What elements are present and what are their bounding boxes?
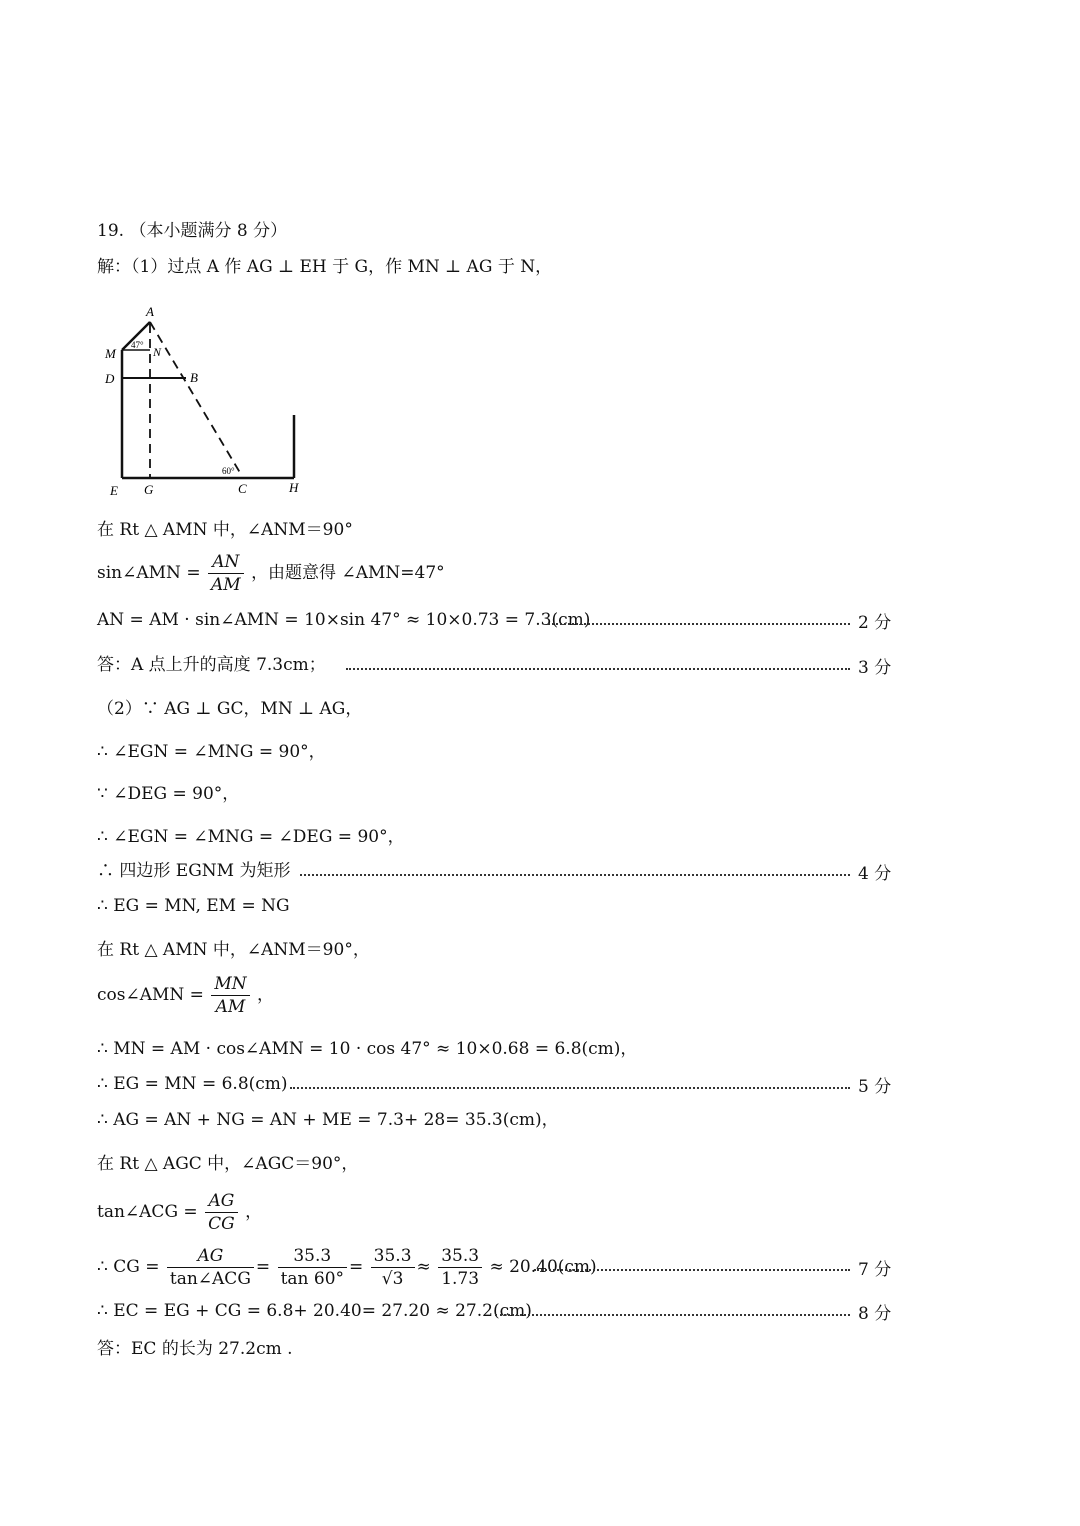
p2-line9: ∴ EG = MN = 6.8(cm) xyxy=(97,1074,288,1094)
dot-leader xyxy=(534,1269,850,1271)
p2-line8: ∴ MN = AM · cos∠AMN = 10 · cos 47° ≈ 10×0.68 = 6.8(cm)， xyxy=(97,1039,638,1059)
dot-leader xyxy=(548,623,850,625)
cg-fraction-4: $\frac{35.3}{1.73}$ xyxy=(438,1245,482,1290)
angle-47-label: 47° xyxy=(131,340,144,350)
label-H: H xyxy=(289,480,299,495)
p2-line3: ∵ ∠DEG = 90°， xyxy=(97,784,240,804)
label-N: N xyxy=(153,345,162,359)
cg-fraction-2: $\frac{35.3}{\tan 60^\circ}$ xyxy=(278,1245,347,1290)
score-2: 2 分 xyxy=(858,613,892,633)
label-C: C xyxy=(238,481,247,496)
label-M: M xyxy=(105,346,116,361)
score-5: 5 分 xyxy=(858,1077,892,1097)
p2-cg-line: ∴ CG = $\frac{AG}{\text{tan∠ACG}}$ = $\frac{35.3}{\tan 60^\circ}$ = $\frac{35.3}{√3}$ ≈ $\frac{35.3}{1.73}$ ≈ 20.40(cm) xyxy=(97,1246,597,1289)
p2-line11: 在 Rt △ AGC 中，∠AGC＝90°， xyxy=(97,1154,359,1174)
p1-line1: 在 Rt △ AMN 中，∠ANM＝90° xyxy=(97,520,353,540)
p2-tan-line: tan∠ACG = $\frac{AG}{CG}$ ， xyxy=(97,1191,263,1234)
label-D: D xyxy=(105,371,115,386)
cg-fraction-1: $\frac{AG}{\text{tan∠ACG}}$ xyxy=(167,1245,254,1290)
angle-60-label: 60° xyxy=(222,466,235,476)
cg-fraction-3: $\frac{35.3}{√3}$ xyxy=(371,1245,415,1290)
label-E: E xyxy=(110,483,118,498)
score-4: 4 分 xyxy=(858,864,892,884)
p2-line2: ∴ ∠EGN = ∠MNG = 90°， xyxy=(97,742,326,762)
score-7: 7 分 xyxy=(858,1260,892,1280)
label-B: B xyxy=(190,370,198,385)
label-G: G xyxy=(144,482,154,497)
p2-line5: ∴ 四边形 EGNM 为矩形 xyxy=(97,861,291,881)
dot-leader xyxy=(300,874,850,876)
label-A: A xyxy=(146,304,154,319)
sin-fraction: $\frac{AN}{AM}$ xyxy=(208,551,244,596)
p2-cos-line: cos∠AMN = $\frac{MN}{AM}$ ， xyxy=(97,974,275,1017)
p2-answer: 答：EC 的长为 27.2cm . xyxy=(97,1339,293,1359)
p2-line1: （2）∵ AG ⊥ GC，MN ⊥ AG， xyxy=(97,699,363,719)
dot-leader xyxy=(495,1314,850,1316)
cos-fraction: $\frac{MN}{AM}$ xyxy=(211,973,249,1018)
score-8: 8 分 xyxy=(858,1304,892,1324)
p2-ec-calc: ∴ EC = EG + CG = 6.8+ 20.40= 27.20 ≈ 27.2(cm) xyxy=(97,1301,532,1321)
problem-title: 19. （本小题满分 8 分） xyxy=(97,221,288,241)
p2-line7: 在 Rt △ AMN 中，∠ANM＝90°， xyxy=(97,940,370,960)
p2-line6: ∴ EG = MN, EM = NG xyxy=(97,896,290,916)
geometry-diagram xyxy=(100,300,320,505)
p1-sin-line: sin∠AMN = $\frac{AN}{AM}$ ，由题意得 ∠AMN=47° xyxy=(97,552,445,595)
p1-answer: 答：A 点上升的高度 7.3cm； xyxy=(97,655,326,675)
p1-an-calc: AN = AM · sin∠AMN = 10×sin 47° ≈ 10×0.73 = 7.3(cm) xyxy=(97,610,591,630)
p2-line10: ∴ AG = AN + NG = AN + ME = 7.3+ 28= 35.3(cm)， xyxy=(97,1110,559,1130)
dot-leader xyxy=(290,1087,850,1089)
tan-fraction: $\frac{AG}{CG}$ xyxy=(205,1190,238,1235)
dot-leader xyxy=(346,668,850,670)
segment-AC-dashed xyxy=(150,322,242,476)
score-3: 3 分 xyxy=(858,658,892,678)
solution-intro: 解：（1）过点 A 作 AG ⊥ EH 于 G，作 MN ⊥ AG 于 N， xyxy=(97,257,553,277)
p2-line4: ∴ ∠EGN = ∠MNG = ∠DEG = 90°， xyxy=(97,827,405,847)
